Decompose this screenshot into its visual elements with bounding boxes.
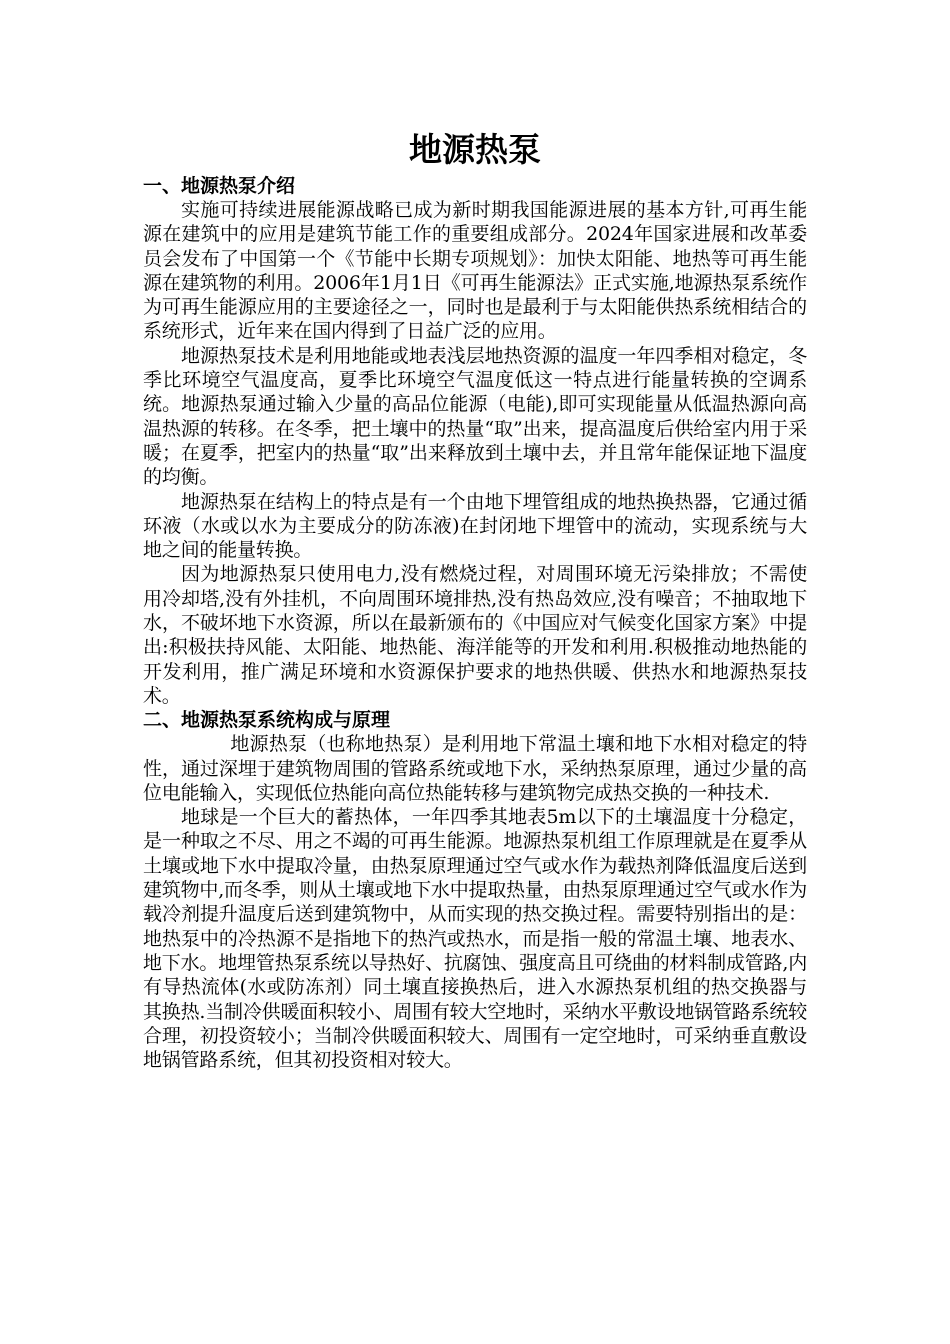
paragraph: 地源热泵技术是利用地能或地表浅层地热资源的温度一年四季相对稳定，冬季比环境空气温度高，夏季比环境空气温度低这一特点进行能量转换的空调系统。地源热泵通过输入少量的高品位能源（电能),即可实现能量从低温热源向高温热源的转移。在冬季，把土壤中的热量“取”出来，提高温度后供给室内用于采暖；在夏季，把室内的热量“取”出来释放到土壤中去，并且常年能保证地下温度的均衡。: [143, 344, 807, 489]
paragraph: 地源热泵（也称地热泵）是利用地下常温土壤和地下水相对稳定的特性，通过深埋于建筑物周围的管路系统或地下水，采纳热泵原理，通过少量的高位电能输入，实现低位热能向高位热能转移与建筑物完成热交换的一种技术.: [143, 733, 807, 804]
paragraph: 因为地源热泵只使用电力,没有燃烧过程，对周围环境无污染排放；不需使用冷却塔,没有外挂机，不向周围环境排热,没有热岛效应,没有噪音；不抽取地下水，不破坏地下水资源，所以在最新颁布的《中国应对气候变化国家方案》中提出:积极扶持风能、太阳能、地热能、海洋能等的开发和利用.积极推动地热能的开发利用，推广满足环境和水资源保护要求的地热供暖、供热水和地源热泵技术。: [143, 563, 807, 707]
paragraph: 实施可持续进展能源战略已成为新时期我国能源进展的基本方针,可再生能源在建筑中的应用是建筑节能工作的重要组成部分。2024年国家进展和改革委员会发布了中国第一个《节能中长期专项规划》：加快太阳能、地热等可再生能源在建筑物的利用。2006年1月1日《可再生能源法》正式实施,地源热泵系统作为可再生能源应用的主要途径之一，同时也是最利于与太阳能供热系统相结合的系统形式，近年来在国内得到了日益广泛的应用。: [143, 199, 807, 343]
section-system-principle: [143, 708, 807, 1072]
document-title: 地源热泵: [409, 130, 541, 169]
paragraph: 地源热泵在结构上的特点是有一个由地下埋管组成的地热换热器，它通过循环液（水或以水为主要成分的防冻液)在封闭地下埋管中的流动，实现系统与大地之间的能量转换。: [143, 490, 807, 562]
document-page: [143, 128, 807, 1072]
section-heading: 一、地源热泵介绍: [143, 175, 296, 197]
paragraph: 地球是一个巨大的蓄热体，一年四季其地表5m以下的土壤温度十分稳定，是一种取之不尽、用之不竭的可再生能源。地源热泵机组工作原理就是在夏季从土壤或地下水中提取冷量，由热泵原理通过空气或水作为载热剂降低温度后送到建筑物中,而冬季，则从土壤或地下水中提取热量，由热泵原理通过空气或水作为载冷剂提升温度后送到建筑物中，从而实现的热交换过程。需要特别指出的是：地热泵中的冷热源不是指地下的热汽或热水，而是指一般的常温土壤、地表水、地下水。地埋管热泵系统以导热好、抗腐蚀、强度高且可绕曲的材料制成管路,内有导热流体(水或防冻剂）同土壤直接换热后，进入水源热泵机组的热交换器与其换热.当制冷供暖面积较小、周围有较大空地时，采纳水平敷设地锅管路系统较合理，初投资较小；当制冷供暖面积较大、周围有一定空地时，可采纳垂直敷设地锅管路系统，但其初投资相对较大。: [143, 806, 807, 1072]
section-heading: 二、地源热泵系统构成与原理: [143, 709, 391, 732]
section-introduction: [143, 174, 807, 708]
